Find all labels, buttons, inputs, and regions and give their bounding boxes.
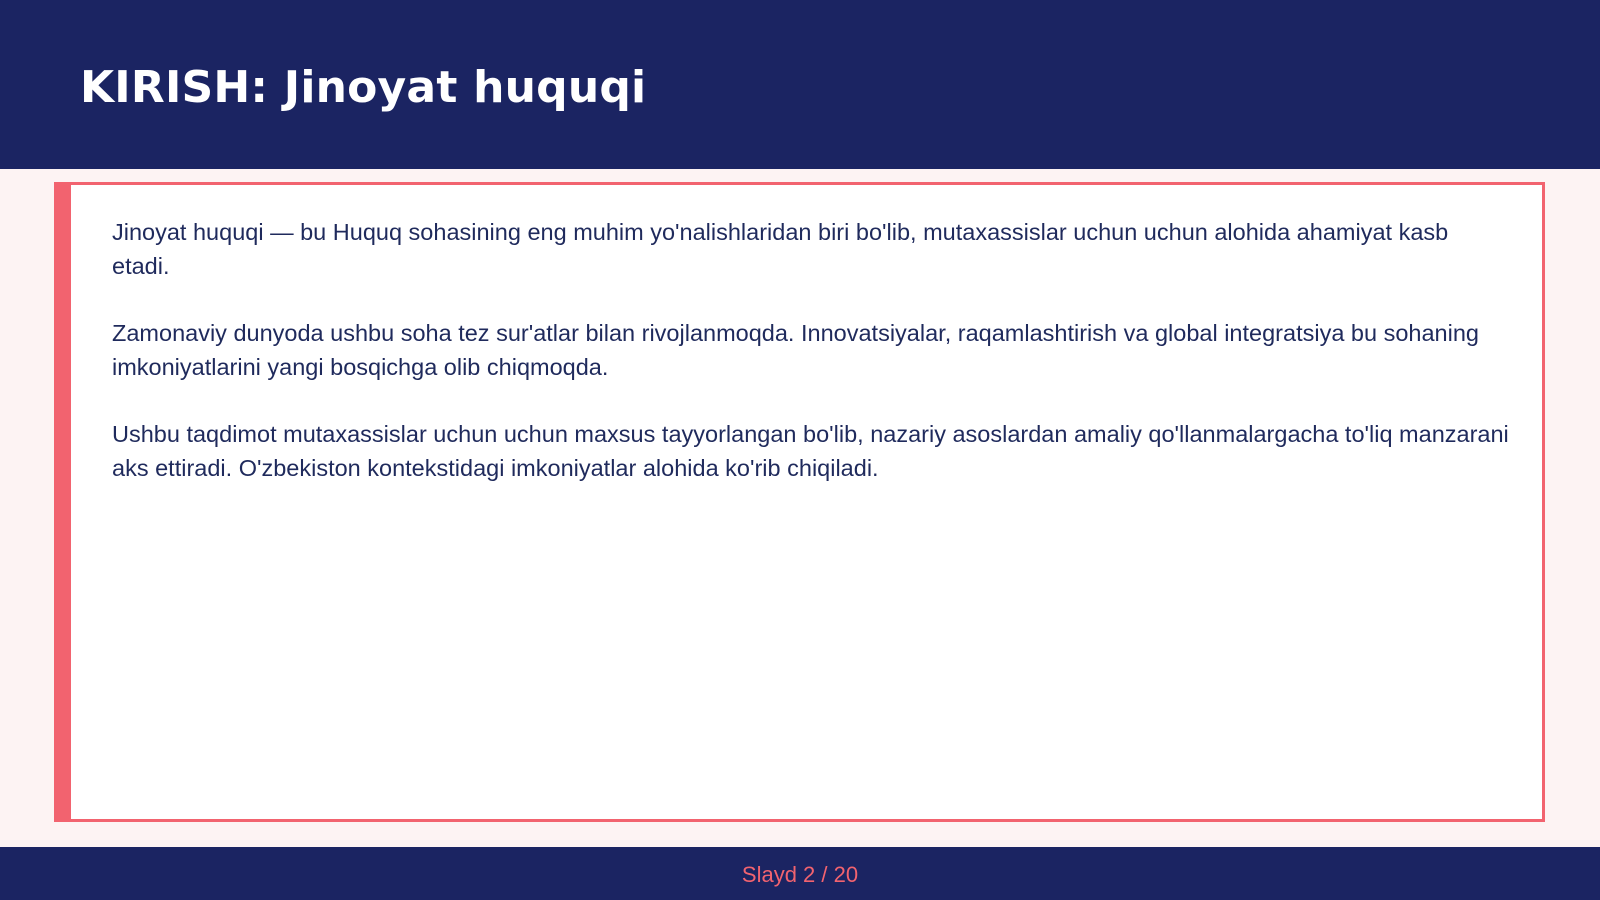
- slide-counter: Slayd 2 / 20: [741, 862, 859, 887]
- content-card: [54, 182, 1545, 822]
- paragraph-intro: Jinoyat huquqi — bu Huquq sohasining eng muhim yo'nalishlaridan biri bo'lib, mutaxassislar uchun uchun alohida ahamiyat kasb etadi.: [112, 219, 1449, 279]
- slide-title: KIRISH: Jinoyat huquqi: [80, 62, 647, 113]
- slide-footer: [0, 847, 1600, 900]
- paragraph-presentation-purpose: Ushbu taqdimot mutaxassislar uchun uchun maxsus tayyorlangan bo'lib, nazariy asoslardan amaliy qo'llanmalargacha to'liq manzarani aks ettiradi. O'zbekiston kontekstidagi imkoniyatlar alohida ko'rib chiqiladi.: [112, 421, 1509, 481]
- paragraph-modern-world: Zamonaviy dunyoda ushbu soha tez sur'atlar bilan rivojlanmoqda. Innovatsiyalar, raqamlashtirish va global integratsiya bu sohaning imkoniyatlarini yangi bosqichga olib chiqmoqda.: [112, 320, 1479, 380]
- content-body: [112, 215, 1512, 518]
- slide-header: [0, 0, 1600, 169]
